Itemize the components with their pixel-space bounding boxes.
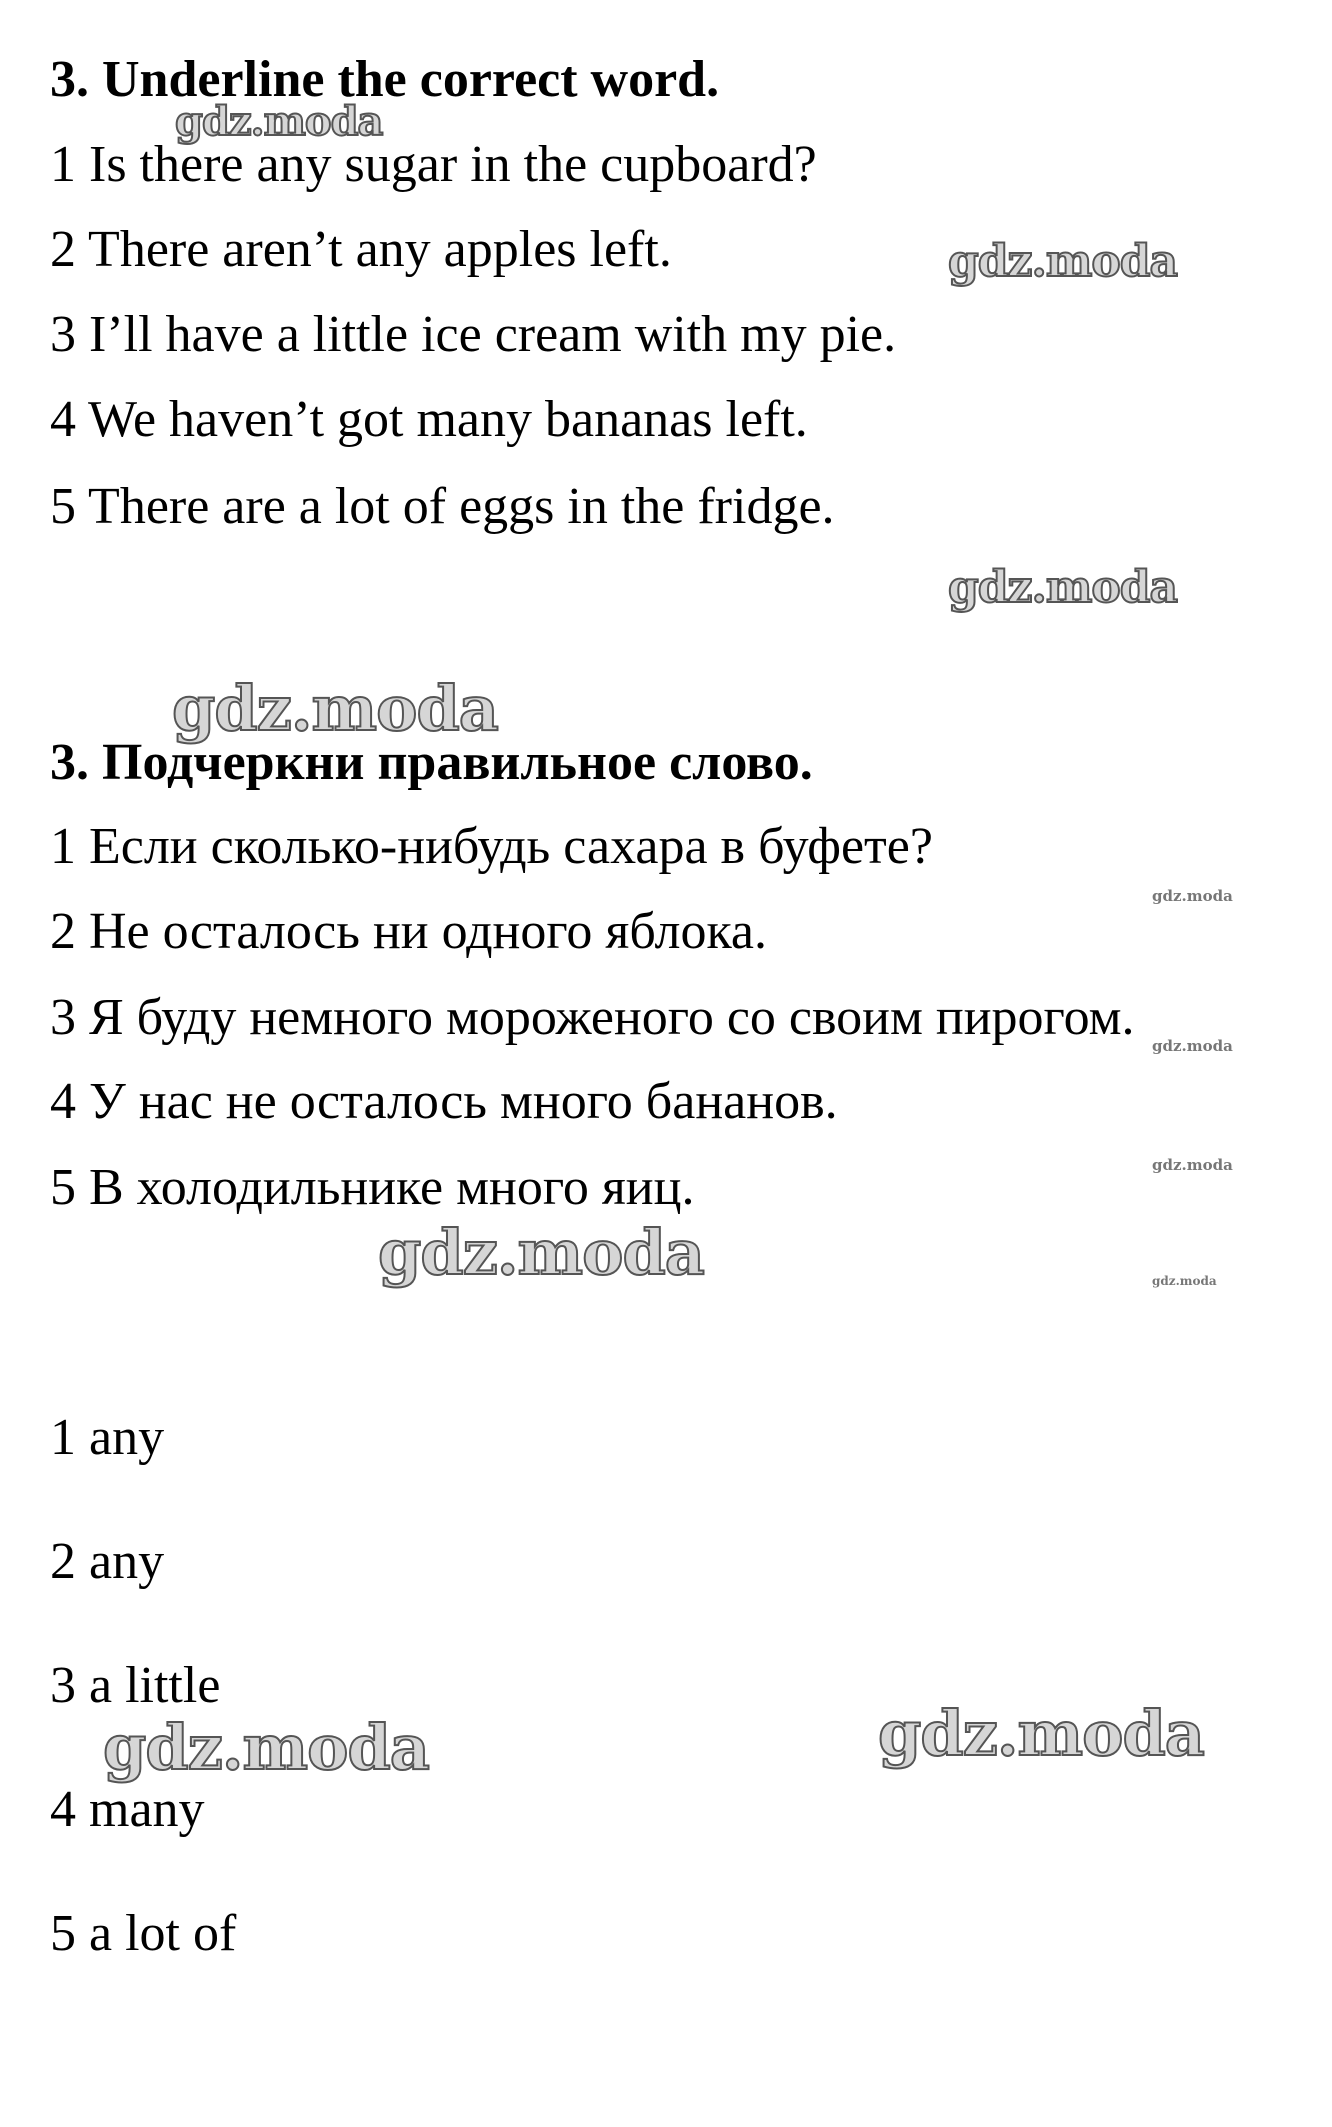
watermark: gdz.moda (172, 672, 498, 745)
task-item-en-4: 4 We haven’t got many bananas left. (50, 391, 808, 448)
task-item-en-1: 1 Is there any sugar in the cupboard? (50, 136, 817, 193)
task-item-ru-2: 2 Не осталось ни одного яблока. (50, 903, 768, 960)
watermark: gdz.moda (878, 1697, 1204, 1770)
task-item-ru-1: 1 Если сколько-нибудь сахара в буфете? (50, 818, 933, 875)
watermark: gdz.moda (378, 1216, 704, 1289)
task-heading-ru: 3. Подчеркни правильное слово. (50, 734, 813, 791)
task-item-en-3: 3 I’ll have a little ice cream with my pie. (50, 306, 897, 363)
task-item-ru-4: 4 У нас не осталось много бананов. (50, 1073, 838, 1130)
watermark: gdz.moda (1152, 1274, 1217, 1288)
watermark: gdz.moda (103, 1711, 429, 1784)
answer-3: 3 a little (50, 1657, 221, 1714)
task-item-ru-5: 5 В холодильнике много яиц. (50, 1159, 695, 1216)
task-item-en-5: 5 There are a lot of eggs in the fridge. (50, 478, 835, 535)
watermark: gdz.moda (175, 98, 383, 145)
watermark: gdz.moda (1152, 1156, 1233, 1174)
watermark: gdz.moda (1152, 887, 1233, 905)
answer-4: 4 many (50, 1781, 205, 1838)
watermark: gdz.moda (1152, 1037, 1233, 1055)
answer-2: 2 any (50, 1533, 165, 1590)
task-item-ru-3: 3 Я буду немного мороженого со своим пирогом. (50, 989, 1135, 1046)
answer-5: 5 a lot of (50, 1905, 237, 1962)
watermark: gdz.moda (948, 236, 1178, 287)
watermark: gdz.moda (948, 562, 1178, 613)
answer-1: 1 any (50, 1409, 165, 1466)
task-heading-en: 3. Underline the correct word. (50, 51, 720, 108)
task-item-en-2: 2 There aren’t any apples left. (50, 221, 672, 278)
